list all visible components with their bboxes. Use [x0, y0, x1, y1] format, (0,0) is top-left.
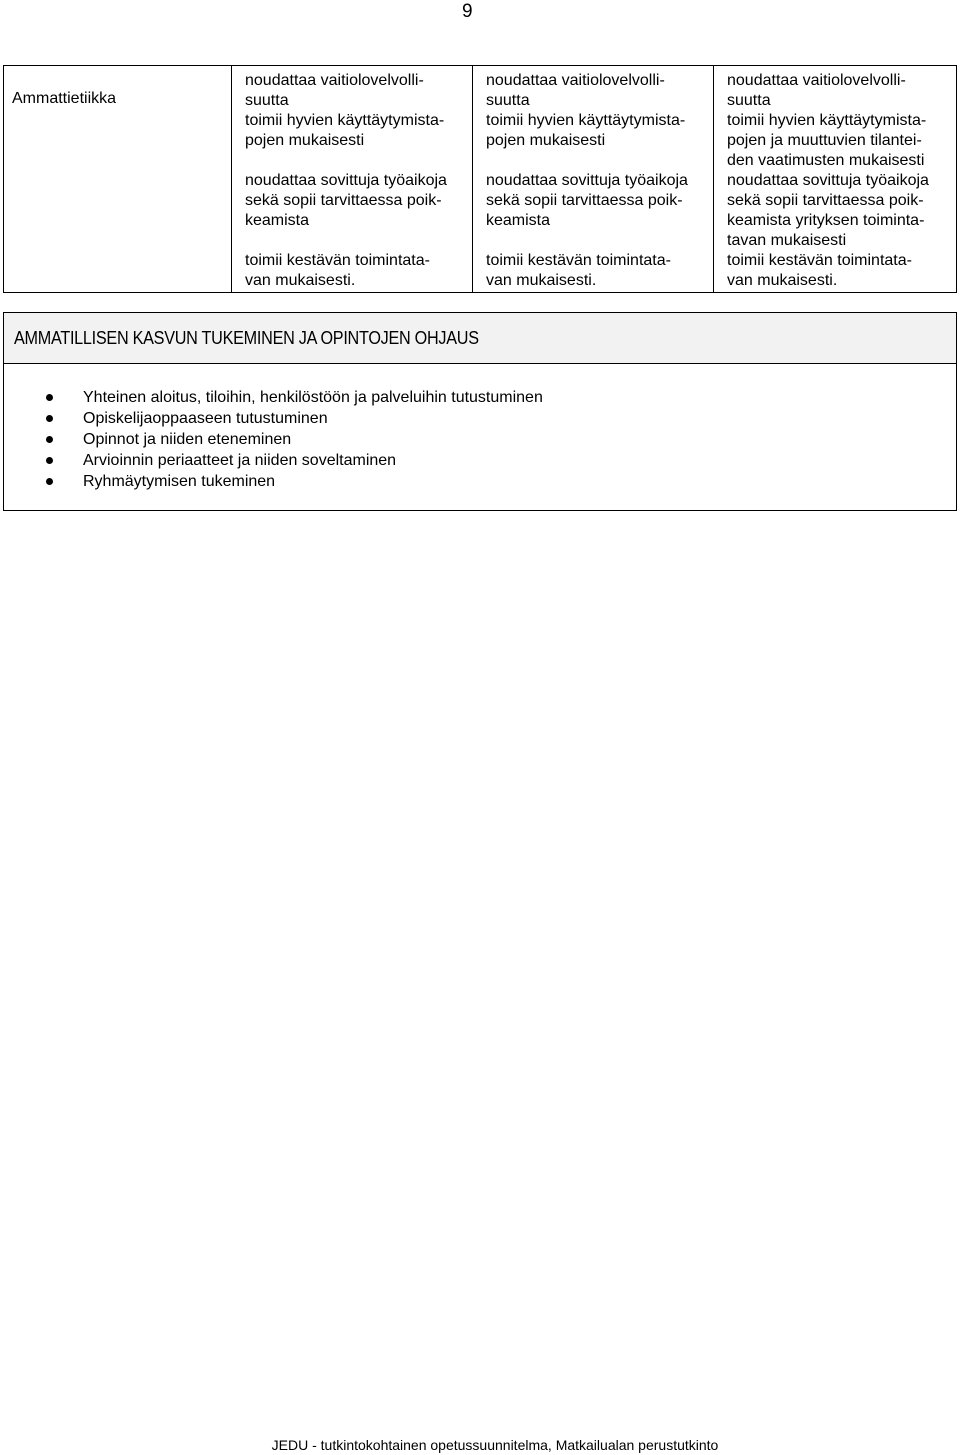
criteria-line: suutta [727, 92, 771, 109]
list-item [46, 408, 956, 429]
criteria-cell-good [473, 66, 714, 293]
list-item-text: Ryhmäytymisen tukeminen [83, 473, 276, 490]
table-row [4, 66, 957, 293]
bullet-icon [46, 457, 53, 464]
criteria-line: sekä sopii tarvittaessa poik- [245, 192, 442, 209]
section-header [4, 313, 956, 364]
list-item-text: Yhteinen aloitus, tiloihin, henkilöstöön ja palveluihin tutustuminen [83, 389, 543, 406]
criteria-cell-excellent [714, 66, 957, 293]
criteria-cell-satisfactory [232, 66, 473, 293]
page-footer: JEDU - tutkintokohtainen opetussuunnitelma, Matkailualan perustutkinto [271, 1437, 719, 1453]
list-item [46, 387, 956, 408]
list-item [46, 471, 956, 492]
criteria-line: pojen mukaisesti [486, 132, 606, 149]
criteria-line: van mukaisesti. [245, 272, 356, 289]
criteria-line: van mukaisesti. [486, 272, 597, 289]
criteria-line: noudattaa sovittuja työaikoja [486, 172, 688, 189]
criteria-line: toimii hyvien käyttäytymista- [486, 112, 686, 129]
criteria-line: toimii kestävän toimintata- [727, 252, 912, 269]
bullet-icon [46, 394, 53, 401]
guidance-list [4, 364, 956, 492]
criteria-line: suutta [245, 92, 289, 109]
list-item-text: Opiskelijaoppaaseen tutustuminen [83, 410, 328, 427]
criteria-line: keamista yrityksen toiminta- [727, 212, 925, 229]
criteria-line: toimii kestävän toimintata- [486, 252, 671, 269]
page-number: 9 [462, 1, 473, 22]
list-item-text: Arvioinnin periaatteet ja niiden soveltaminen [83, 452, 397, 469]
criteria-line: toimii kestävän toimintata- [245, 252, 430, 269]
criteria-line: noudattaa vaitiolovelvolli- [245, 72, 424, 89]
bullet-icon [46, 478, 53, 485]
criteria-line: den vaatimusten mukaisesti [727, 152, 925, 169]
criteria-line: noudattaa vaitiolovelvolli- [727, 72, 906, 89]
section-title: AMMATILLISEN KASVUN TUKEMINEN JA OPINTOJEN OHJAUS [14, 328, 479, 348]
row-label-cell [4, 66, 232, 293]
criteria-line: noudattaa sovittuja työaikoja [727, 172, 929, 189]
row-label: Ammattietiikka [12, 90, 117, 107]
bullet-icon [46, 415, 53, 422]
criteria-line: suutta [486, 92, 530, 109]
list-item-text: Opinnot ja niiden eteneminen [83, 431, 292, 448]
criteria-line: noudattaa vaitiolovelvolli- [486, 72, 665, 89]
criteria-line: pojen ja muuttuvien tilantei- [727, 132, 922, 149]
criteria-line: sekä sopii tarvittaessa poik- [727, 192, 924, 209]
criteria-line: pojen mukaisesti [245, 132, 365, 149]
list-item [46, 429, 956, 450]
criteria-line: tavan mukaisesti [727, 232, 847, 249]
criteria-line: noudattaa sovittuja työaikoja [245, 172, 447, 189]
criteria-line: keamista [245, 212, 310, 229]
list-item [46, 450, 956, 471]
criteria-line: sekä sopii tarvittaessa poik- [486, 192, 683, 209]
bullet-icon [46, 436, 53, 443]
guidance-section [3, 312, 957, 511]
assessment-criteria-table [3, 65, 957, 293]
criteria-line: keamista [486, 212, 551, 229]
criteria-line: toimii hyvien käyttäytymista- [727, 112, 927, 129]
criteria-line: toimii hyvien käyttäytymista- [245, 112, 445, 129]
criteria-line: van mukaisesti. [727, 272, 838, 289]
